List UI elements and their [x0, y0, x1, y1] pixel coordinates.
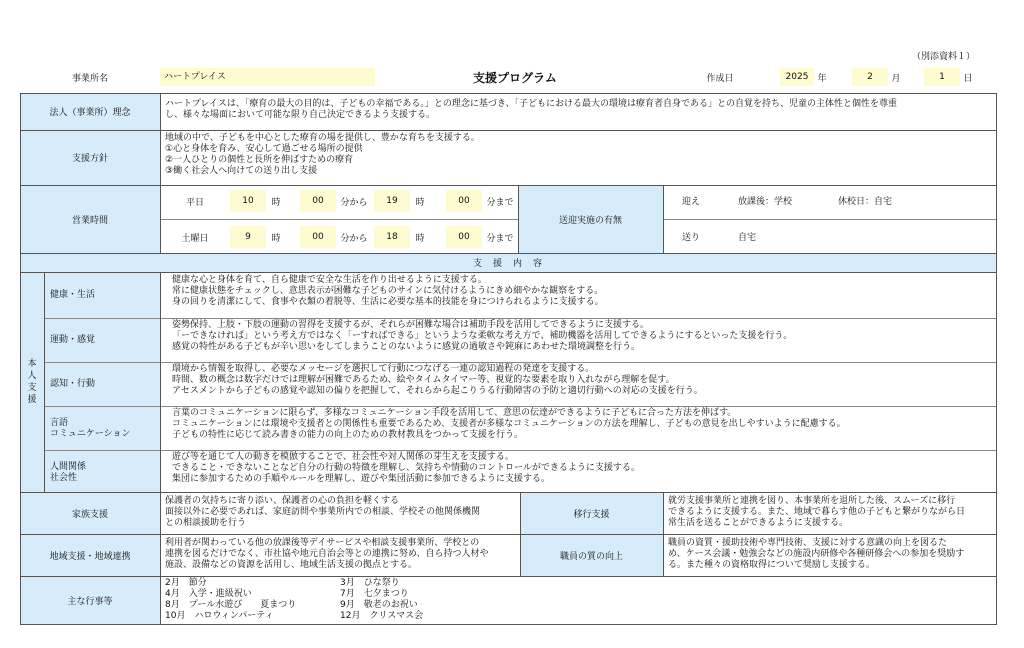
- until-unit: 分まで: [486, 197, 514, 208]
- until-unit: 分まで: [486, 233, 514, 244]
- weekday-end-minute[interactable]: 00: [458, 196, 470, 206]
- dropoff-label: 送り: [682, 233, 701, 243]
- transport-label: 送迎実施の有無: [558, 215, 622, 226]
- hour-unit: 時: [415, 197, 425, 208]
- year-field[interactable]: 2025: [780, 68, 814, 86]
- day-field[interactable]: 1: [924, 68, 960, 86]
- weekday-end-hour[interactable]: 19: [386, 196, 398, 206]
- hour-unit: 時: [415, 233, 425, 244]
- staff-quality-label: 職員の質の向上: [559, 551, 623, 562]
- support-item-cognition-label: 認知・行動: [50, 379, 96, 389]
- saturday-end-hour[interactable]: 18: [386, 232, 398, 242]
- hour-unit: 時: [271, 233, 281, 244]
- events-label: 主な行事等: [67, 596, 113, 607]
- support-item-health-label: 健康・生活: [50, 290, 96, 300]
- support-item-language-label: 言語 コミュニケーション: [50, 418, 131, 439]
- office-label: 事業所名: [71, 73, 108, 84]
- policy-label: 支援方針: [71, 154, 108, 164]
- philosophy-label: 法人（事業所）理念: [49, 108, 131, 118]
- weekday-start-hour[interactable]: 10: [242, 196, 254, 206]
- weekday-label: 平日: [185, 197, 204, 208]
- event-item: 7月 七夕まつり: [340, 589, 409, 599]
- month-field[interactable]: 2: [852, 68, 888, 86]
- support-item-language-text: 言葉のコミュニケーションに限らず、多様なコミュニケーション手段を活用して、意思の伝達ができるように子どもに合った方法を伸ばす。 コミュニケーションには環境や支援者との関係性も重要であるため、支援者が多様なコミュニケーションの方法を理解し、子どもの意見を出しやすいように配慮する。 子どもの特性に応じて読み書きの能力の向上のための教材教具をつかって支援を行う。: [172, 408, 846, 440]
- hour-unit: 時: [271, 197, 281, 208]
- event-item: 2月 節分: [165, 578, 207, 588]
- office-name-field[interactable]: ハートプレイス: [160, 68, 375, 86]
- event-item: 8月 プール水遊び 夏まつり: [165, 600, 297, 610]
- hours-label: 営業時間: [71, 215, 108, 226]
- policy-text: 地域の中で、子どもを中心とした療育の場を提供し、豊かな育ちを支援する。 ①心と身体を育み、安心して過ごせる場所の提供 ②一人ひとりの個性と長所を伸ばすための療育 ③働く社会人へ向けての送り出し支援: [165, 133, 480, 176]
- year-unit: 年: [817, 73, 827, 84]
- support-item-cognition-text: 環境から情報を取得し、必要なメッセージを選択して行動につなげる一連の認知過程の発達を支援する。 時間、数の概念は数字だけでは理解が困難であるため、絵やタイムタイマー等、視覚的な要素を取り入れながら理解を促す。 アセスメントから子どもの感覚や認知の偏りを把握して、それらから起こりうる行動障害の予防と適切行動への対応の支援を行う。: [172, 364, 703, 396]
- community-support-label: 地域支援・地域連携: [49, 551, 131, 562]
- family-support-text: 保護者の気持ちに寄り添い、保護者の心の負担を軽くする 面接以外に必要であれば、家庭訪問や事業所内での相談、学校その他関係機関 との相談援助を行う: [165, 496, 481, 528]
- created-label: 作成日: [706, 73, 734, 84]
- support-item-motor-text: 姿勢保持、上肢・下肢の運動の習得を支援するが、それらが困難な場合は補助手段を活用してできるように支援する。 「ーできなければ」という考え方ではなく「ーすればできる」というような柔軟な考え方で、補助機器を活用してできるようにするといった支援を行う。 感覚の特性がある子どもが辛い思いをしてしまうことのないように感覚の過敏さや鈍麻にあわせた環境調整を行う。: [172, 320, 793, 352]
- support-content-header: 支 援 内 容: [472, 259, 543, 269]
- pickup-after-school: 放課後：学校: [738, 197, 793, 207]
- event-item: 3月 ひな祭り: [340, 578, 400, 588]
- support-item-social-text: 遊び等を通じて人の動きを模倣することで、社会性や対人関係の芽生えを支援する。 できること・できないことなど自分の行動の特徴を理解し、気持ちや情動のコントロールができるように支援する。 集団に参加するための手順やルールを理解し、遊びや集団活動に参加できるように支援する。: [172, 452, 640, 484]
- saturday-end-minute[interactable]: 00: [458, 232, 470, 242]
- day-unit: 日: [963, 73, 973, 84]
- transition-support-label: 移行支援: [573, 509, 610, 520]
- event-item: 10月 ハロウィンパーティ: [165, 611, 274, 621]
- family-support-label: 家族支援: [71, 509, 108, 520]
- event-item: 4月 入学・進級祝い: [165, 589, 252, 599]
- support-item-motor-label: 運動・感覚: [50, 335, 96, 345]
- attachment-note: （別添資料１）: [912, 52, 976, 62]
- saturday-start-hour[interactable]: 9: [245, 232, 251, 242]
- saturday-label: 土曜日: [181, 233, 209, 244]
- philosophy-text: ハートプレイスは、「療育の最大の目的は、子どもの幸福である。」との理念に基づき、「子どもにおける最大の環境は療育者自身である」との自覚を持ち、児童の主体性と個性を尊重 し、様々な場面において可能な限り自己決定できるよう支援する。: [165, 99, 897, 120]
- pickup-label: 迎え: [682, 197, 701, 207]
- page-title: 支援プログラム: [473, 70, 557, 85]
- personal-support-label: 本 人 支 援: [27, 359, 37, 405]
- dropoff-value: 自宅: [738, 233, 757, 243]
- support-item-social-label: 人間関係 社会性: [50, 462, 87, 483]
- event-item: 9月 敬老のお祝い: [340, 600, 418, 610]
- month-unit: 月: [891, 73, 901, 84]
- transition-support-text: 就労支援事業所と連携を図り、本事業所を退所した後、スムーズに移行 できるように支援する。また、地域で暮らす他の子どもと繋がりながら日 常生活を送ることができるように支援する。: [668, 496, 966, 528]
- support-item-health-text: 健康な心と身体を育て、自ら健康で安全な生活を作り出せるように支援する。 常に健康状態をチェックし、意思表示が困難な子どものサインに気付けるようにきめ細やかな観察をする。 身の回りを清潔にして、食事や衣類の着脱等、生活に必要な基本的技能を身につけられるように支援する。: [172, 275, 604, 307]
- saturday-start-minute[interactable]: 00: [312, 232, 324, 242]
- weekday-start-minute[interactable]: 00: [312, 196, 324, 206]
- pickup-holiday: 休校日：自宅: [838, 197, 893, 207]
- staff-quality-text: 職員の資質・援助技術や専門技術、支援に対する意識の向上を図るた め、ケース会議・勉強会などの施設内研修や各種研修会への参加を奨励す る。また種々の資格取得について奨励し支援する。: [668, 538, 965, 570]
- event-item: 12月 クリスマス会: [340, 611, 424, 621]
- from-unit: 分から: [340, 233, 368, 244]
- from-unit: 分から: [340, 197, 368, 208]
- community-support-text: 利用者が関わっている他の放課後等デイサービスや相談支援事業所、学校との 連携を図るだけでなく、市社協や地元自治会等との連携に努め、自ら持つ人材や 施設、設備などの資源を活用し、地域生活支援の拠点とする。: [165, 538, 489, 570]
